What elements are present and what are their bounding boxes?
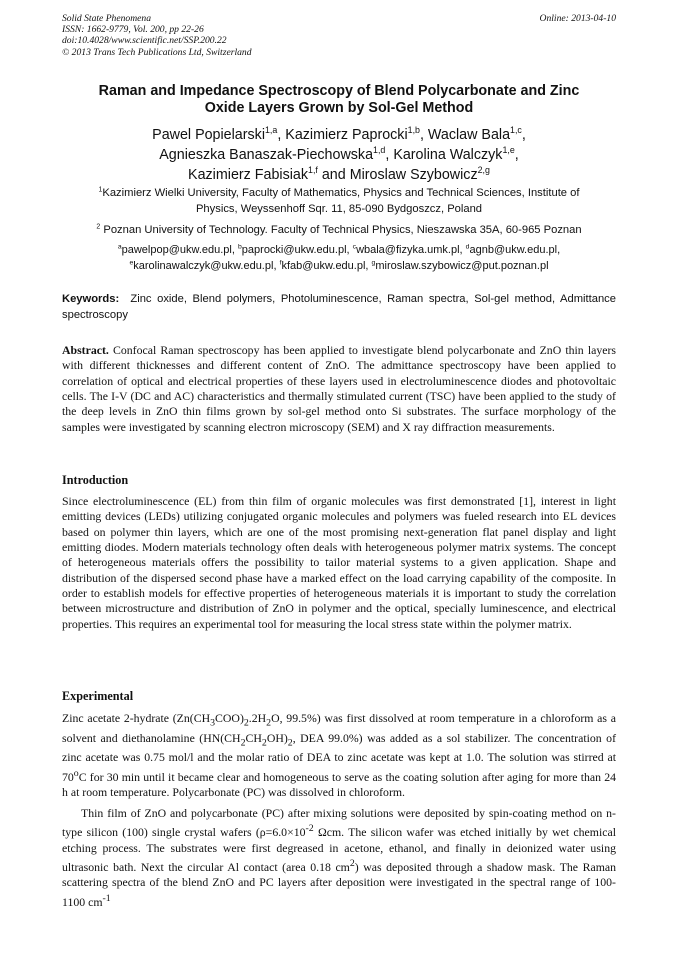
author-affil-sup: 1,f xyxy=(308,165,318,176)
title-line-1: Raman and Impedance Spectroscopy of Blend Polycarbonate and Zinc xyxy=(98,83,580,99)
author-name: Agnieszka Banaszak-Piechowska xyxy=(159,147,374,163)
affiliation-line: $^1$Kazimierz Wielki University, Faculty of Mathematics, Physics and Technical Sciences, Institute of xyxy=(98,186,580,199)
abstract-text: Confocal Raman spectroscopy has been applied to investigate blend polycarbonate and ZnO thin layers with different thicknesses and different content of ZnO. The admittance spectroscopy have been applied to correlation of optical and electrical properties of these layers used in electroluminescence diodes and photovoltaic cells. The I-V (DC and AC) characteristics and thermally stimulated current (TSC) have been applied to the study of the deep levels in ZnO thin films grown by sol-gel method onto Si substrates. The surface morphology of the samples were investigated by scanning electron microscopy (SEM) and X ray diffraction measurements. xyxy=(62,343,616,434)
email-line-1: $^a$pawelpop@ukw.edu.pl, $^b$paprocki@ukw.edu.pl, $^c$wbala@fizyka.umk.pl, $^d$agnb@ukw.edu.pl, xyxy=(117,243,561,256)
author-affil-sup: 1,a xyxy=(265,125,278,136)
author-line-2: Agnieszka Banaszak-Piechowska$^{1,d}$, Karolina Walczyk$^{1,e}$, xyxy=(159,145,519,163)
email-link[interactable]: kfab@ukw.edu.pl xyxy=(281,259,366,272)
author-name: Kazimierz Fabisiak xyxy=(188,167,309,183)
introduction-heading: Introduction xyxy=(62,473,129,487)
email-link[interactable]: agnb@ukw.edu.pl xyxy=(469,244,558,256)
title-line-2: Oxide Layers Grown by Sol-Gel Method xyxy=(204,100,474,116)
author-name: Miroslaw Szybowicz xyxy=(349,167,478,183)
author-affil-sup: 1,e xyxy=(502,145,515,156)
keywords-text: Zinc oxide, Blend polymers, Photoluminescence, Raman spectra, Sol-gel method, Admittance spectroscopy xyxy=(62,293,616,321)
affiliation-1 xyxy=(62,185,616,217)
author-line-3 xyxy=(60,165,618,185)
author-name: Waclaw Bala xyxy=(427,127,511,143)
author-name: Pawel Popielarski xyxy=(152,127,265,143)
introduction-text: Since electroluminescence (EL) from thin film of organic molecules was first demonstrated [1], interest in light emitting devices (LEDs) utilizing conjugated organic molecules and polymers was fueled research into EL devices based on polymer thin layers, which are one of the most promising next-generation flat panel display and light emitting diodes. Modern materials technology often deals with heterogeneous polymer matrix systems. The concept of heterogeneous materials offers the possibility to tailor material systems to a given application. Shape and distribution of the dispersed second phase have a marked effect on the load carrying capability of the composite. In order to establish models for effective properties of heterogeneous materials it is important to study the correlation between microstructure and distribution of ZnO in polymer and the optical, specially luminescence, and electrical properties. This requires an experimental tool for measuring the local stress state within the polymer matrix. xyxy=(62,494,616,631)
author-line-1: Pawel Popielarski$^{1,a}$, Kazimierz Paprocki$^{1,b}$, Waclaw Bala$^{1,c}$, xyxy=(152,125,526,143)
experimental-heading: Experimental xyxy=(62,689,134,703)
author-affil-sup: 2,g xyxy=(477,165,490,176)
paper-title xyxy=(60,83,618,117)
email-line-2: $^e$karolinawalczyk@ukw.edu.pl, $^f$kfab@ukw.edu.pl, $^g$miroslaw.szybowicz@put.poznan.pl xyxy=(129,258,549,272)
keywords-label: Keywords: xyxy=(62,293,120,305)
abstract-label: Abstract. xyxy=(62,343,109,357)
affiliation-num: 2 xyxy=(96,223,101,231)
email-link[interactable]: pawelpop@ukw.edu.pl xyxy=(121,244,232,256)
online-date: Online: 2013-04-10 xyxy=(539,13,616,24)
experimental-paragraph-1: Zinc acetate 2-hydrate ($Zn(CH_3COO)_2.2H_2O$, 99.5%) was first dissolved at room temperature in a chloroform as a solvent and diethanolamine ($HN(CH_2CH_2OH)_2$, DEA 99.0%) was added as a sol stabilizer. The concentration of zinc acetate was 0.75 mol/l and the molar ratio of DEA to zinc acetate was kept at 1.0. The solution was stirred at 70$^o$C for 30 min until it became clear and homogeneous to serve as the coating solution after aging for more than 24 h at room temperature. Polycarbonate (PC) was dissolved in chloroform. xyxy=(62,711,616,800)
experimental-paragraph-2: Thin film of ZnO and polycarbonate (PC) after mixing solutions were deposited by spin-coating method on n-type silicon (100) single crystal wafers ($\rho=6.0\times 10^{-2}$ Ωcm. The silicon wafer was etched initially by wet chemical etching process. The substrates were first degreased in acetone, ethanol, and finally in deionized water using ultrasonic bath. Next the circular Al contact (area 0.18 $cm^2$) was deposited through a shadow mask. The Raman scattering spectra of the blend ZnO and PC layers after deposition were investigated in the spectral range of 100-1100 $cm^{-1}$ xyxy=(62,806,617,909)
affiliation-num: 1 xyxy=(98,186,103,194)
email-list xyxy=(62,243,616,274)
author-list xyxy=(60,125,618,185)
abstract xyxy=(62,343,616,435)
email-link[interactable]: miroslaw.szybowicz@put.poznan.pl xyxy=(375,259,549,272)
author-affil-sup: 1,b xyxy=(407,125,420,136)
affiliation-line: $^2$ Poznan University of Technology. Faculty of Technical Physics, Nieszawska 35A, 60-965 Poznan xyxy=(96,223,582,236)
journal-header xyxy=(62,13,616,58)
affiliation-line: Physics, Weyssenhoff Sqr. 11, 85-090 Bydgoszcz, Poland xyxy=(195,203,483,215)
author-name: Kazimierz Paprocki xyxy=(285,127,408,143)
email-link[interactable]: paprocki@ukw.edu.pl xyxy=(241,244,347,256)
affiliation-2 xyxy=(62,222,616,238)
email-link[interactable]: wbala@fizyka.umk.pl xyxy=(356,244,460,256)
author-name: Karolina Walczyk xyxy=(393,147,503,163)
keywords xyxy=(62,292,616,323)
author-affil-sup: 1,c xyxy=(510,125,522,136)
journal-issn: ISSN: 1662-9779, Vol. 200, pp 22-26 xyxy=(62,24,204,36)
journal-copyright: © 2013 Trans Tech Publications Ltd, Switzerland xyxy=(62,46,252,58)
journal-doi: doi:10.4028/www.scientific.net/SSP.200.22 xyxy=(62,35,227,47)
author-affil-sup: 1,d xyxy=(373,145,386,156)
email-link[interactable]: karolinawalczyk@ukw.edu.pl xyxy=(133,259,274,272)
authors-and: and xyxy=(321,167,346,183)
journal-name: Solid State Phenomena xyxy=(62,13,151,24)
